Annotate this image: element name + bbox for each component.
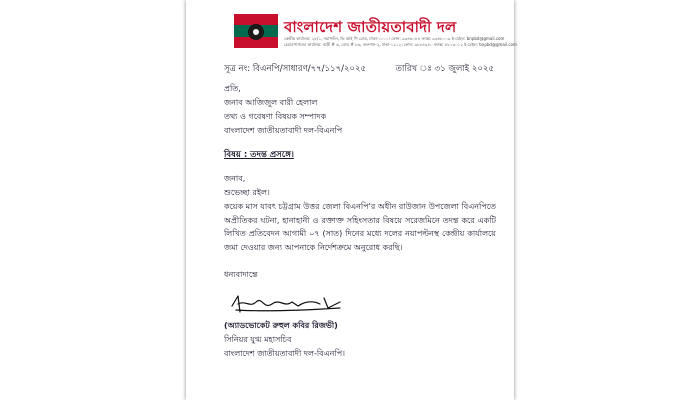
closing: ধন্যবাদান্তে: [224, 270, 258, 279]
letterhead-contact: [284, 36, 517, 48]
sender-name: (অ্যাডভোকেট রুহুল কবির রিজভী): [224, 321, 338, 330]
reference-row: [224, 62, 494, 76]
letter-date: তারিখ ঃ ৩১ জুলাই ২০২৫: [395, 64, 494, 74]
sender-title: সিনিয়র যুগ্ম মহাসচিব: [224, 335, 292, 344]
subject-line: বিষয় : তদন্ত প্রসঙ্গে।: [224, 150, 294, 160]
bnp-flag-gear-icon: [234, 14, 278, 48]
greeting-wishes: শুভেচ্ছা রইল।: [224, 188, 270, 197]
recipient-position: তথ্য ও গবেষণা বিষয়ক সম্পাদক: [224, 112, 327, 121]
signature-icon: [228, 292, 348, 316]
party-name: বাংলাদেশ জাতীয়তাবাদী দল: [284, 18, 457, 36]
letter-page: [186, 0, 517, 400]
greeting-addressee: জনাব,: [224, 174, 246, 183]
letterhead: [234, 14, 517, 52]
recipient-name: জনাব আজিজুল বারী হেলাল: [224, 98, 318, 107]
reference-number: সূত্র নং: বিএনপি/সাধারণ/৭৭/১১৭/২০২৫: [224, 64, 367, 74]
letter-body: কয়েক মাস যাবৎ চট্টগ্রাম উত্তর জেলা বিএনপি'র অধীন রাউজান উপজেলা বিএনপিতে অপ্রীতিকর ঘটনা, হানাহানী ও রক্তাক্ত সহিংসতার বিষয়ে সরেজমিনে তদন্ত করে একটি লিখিত প্রতিবেদন আগামী ০৭ (সাত) দিনের মধ্যে দলের নয়াপল্টনস্থ কেন্দ্রীয় কার্যালয়ে জমা দেওয়ার জন্য আপনাকে নির্দেশক্রমে অনুরোধ করছি।: [224, 202, 496, 252]
sender-organization: বাংলাদেশ জাতীয়তাবাদী দল-বিএনপি।: [224, 349, 346, 358]
contact-line-2: চেয়ারপার্সনের কার্যালয়: বাড়ী # ৬, রোড # ৮৬, গুলশান-২, ঢাকা-১২১২। ফোন: ৯৮৮৪৯৪০ ফ্যাক্স: ৮৮১৩০১২ ই-মেইল: bnpbd@gmail.com: [284, 42, 517, 47]
salutation-to: প্রতি,: [224, 84, 241, 93]
gear-icon: [248, 24, 264, 40]
contact-line-1: কেন্দ্রীয় কার্যালয়: ২৮/১, নয়াপল্টন, ভি আই পি রোড, ঢাকা-১০০০। ফোন: ৯৩৪৬০৮৪ ফ্যাক্স: ৯৩৪৮০০৯ ই-মেইল: bnpbd@gmail.com: [284, 36, 505, 41]
recipient-organization: বাংলাদেশ জাতীয়তাবাদী দল-বিএনপি: [224, 126, 343, 135]
